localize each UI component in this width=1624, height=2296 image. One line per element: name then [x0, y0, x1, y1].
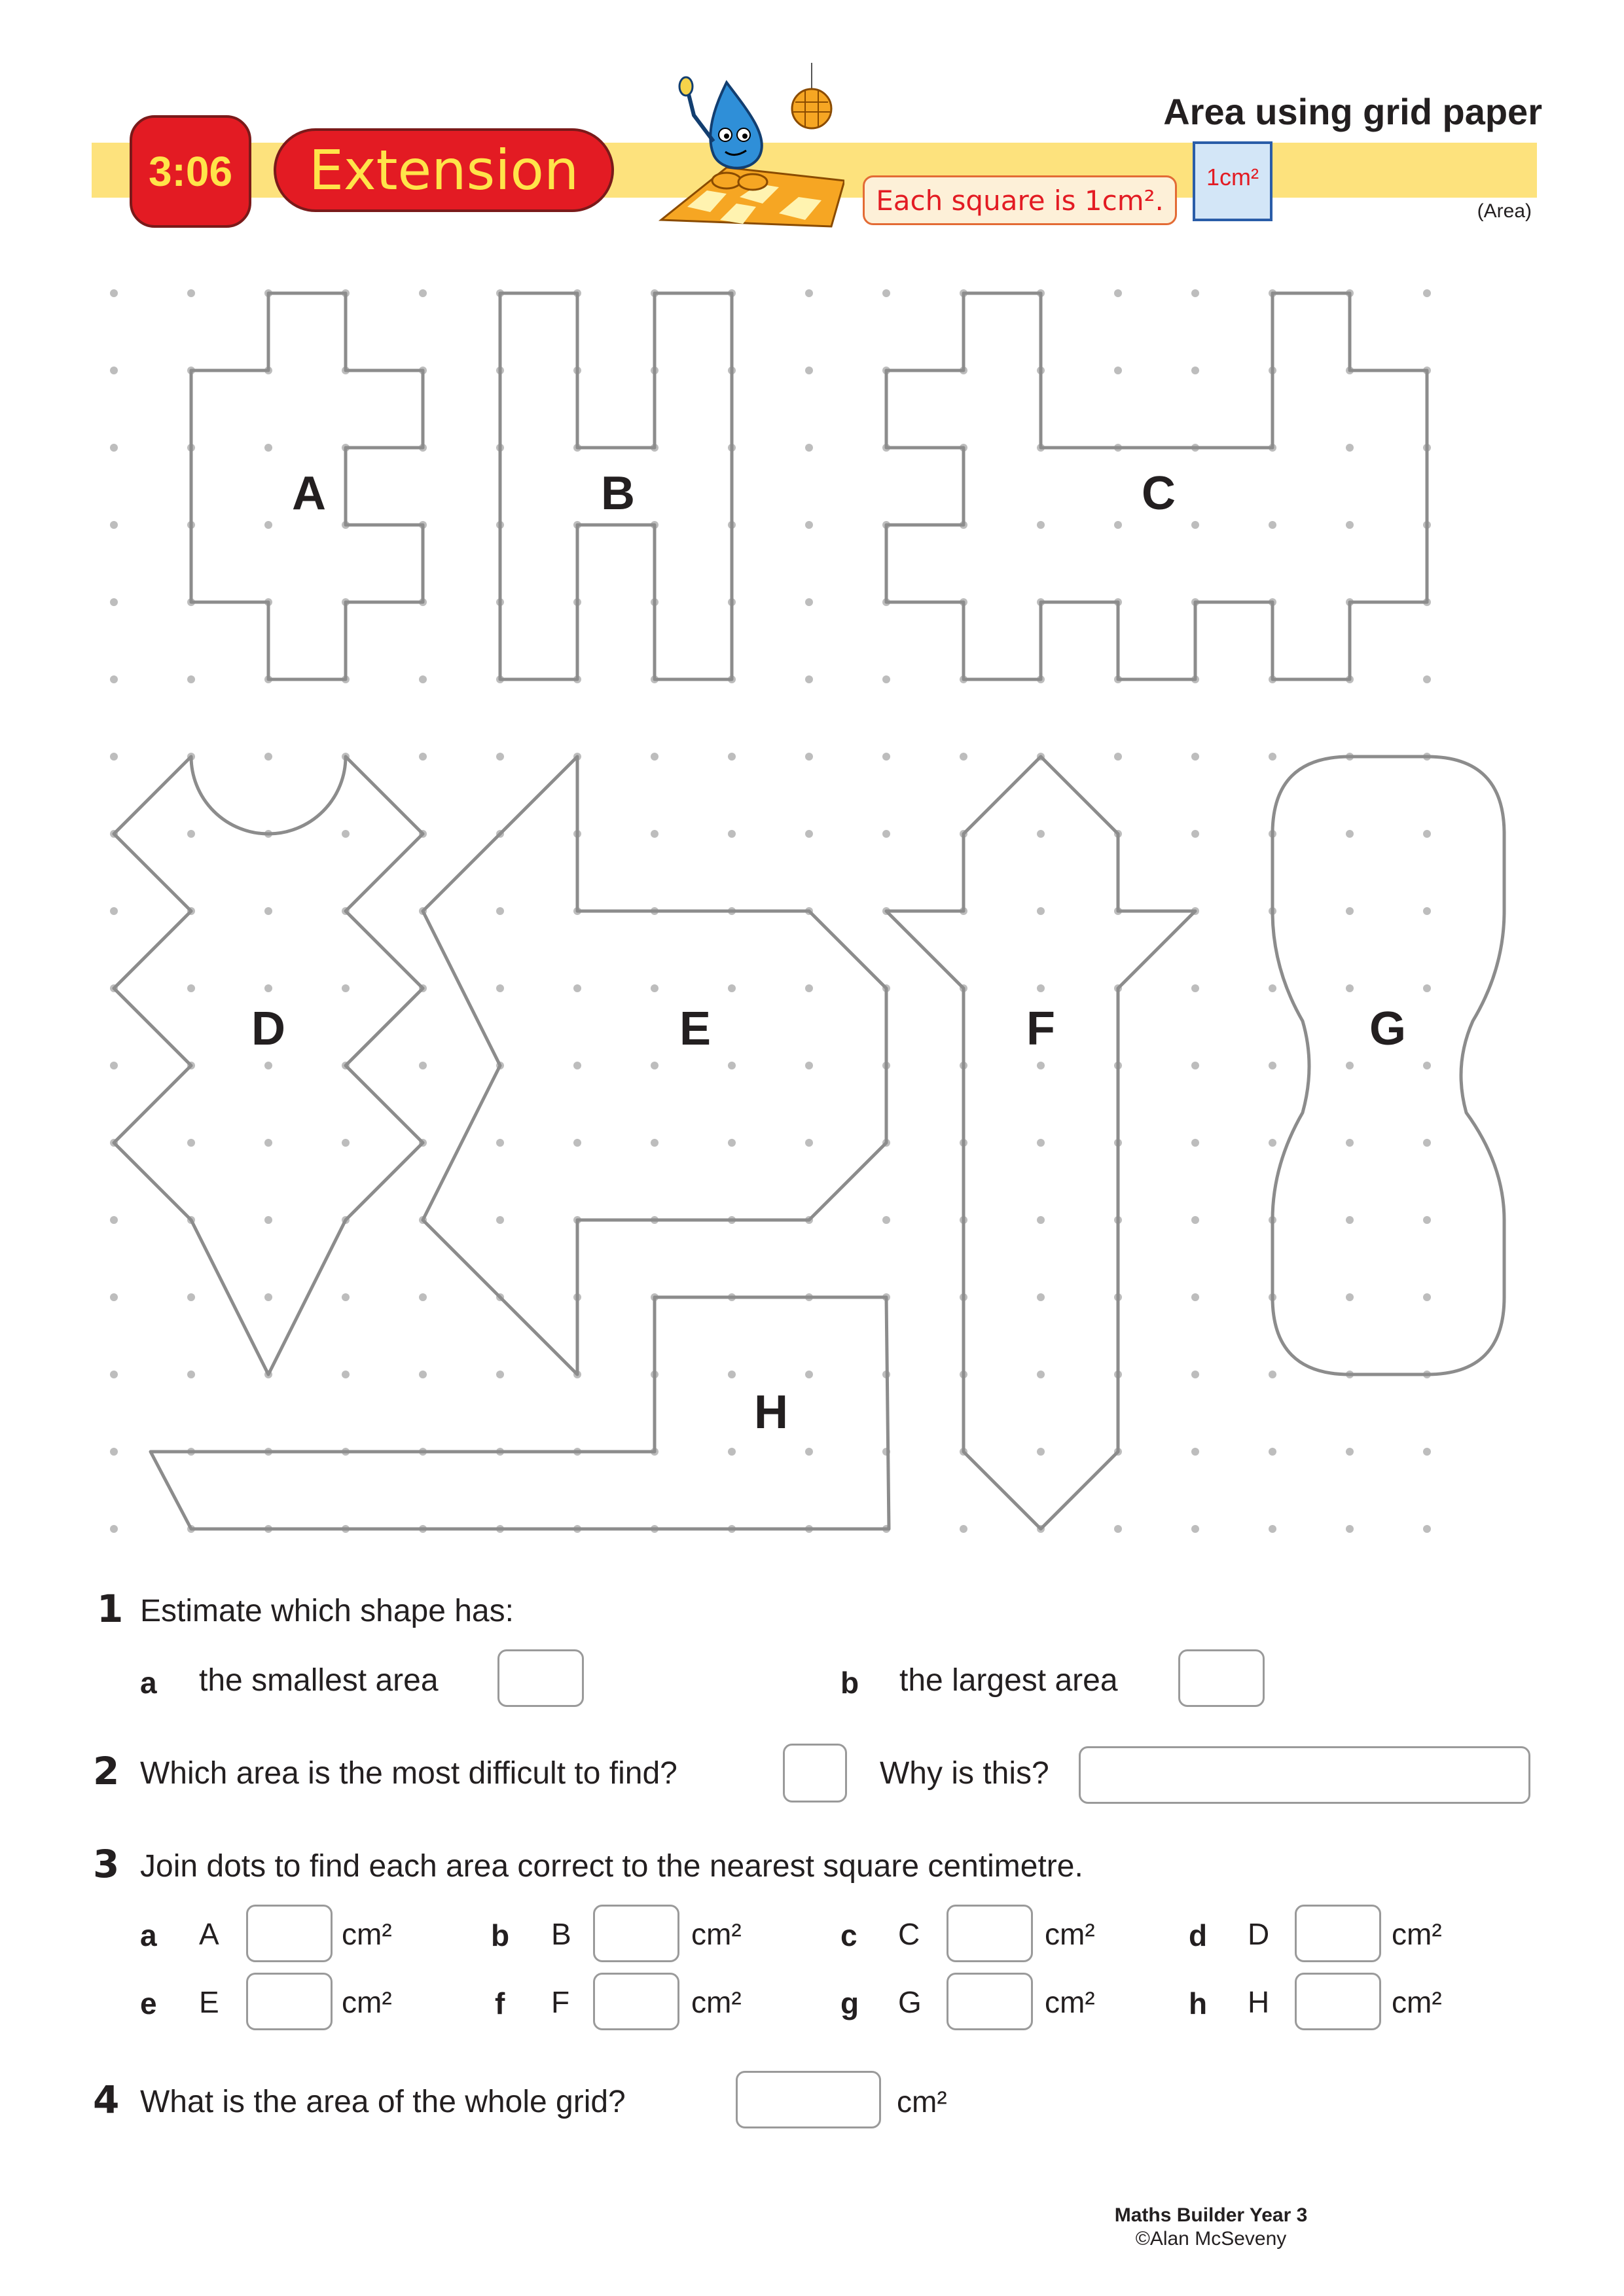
question-2-text: Which area is the most difficult to find?	[140, 1756, 677, 1791]
grid-dot	[728, 753, 736, 761]
question-1-text: Estimate which shape has:	[140, 1594, 514, 1628]
q2-answer-box[interactable]	[783, 1744, 847, 1803]
grid-dot	[1346, 1216, 1354, 1224]
shape-label-d: D	[251, 1003, 285, 1055]
grid-dot	[1191, 984, 1199, 992]
q3b-answer-box[interactable]	[593, 1905, 679, 1962]
page-title: Area using grid paper	[1163, 91, 1542, 132]
grid-dot	[1191, 753, 1199, 761]
grid-dot	[1191, 1448, 1199, 1456]
grid-dot	[1423, 1525, 1431, 1533]
grid-dot	[651, 1139, 659, 1147]
grid-dot	[1037, 984, 1045, 992]
grid-dot	[651, 753, 659, 761]
grid-dot	[960, 1525, 967, 1533]
grid-dot	[1191, 1062, 1199, 1069]
grid-dot	[651, 1062, 659, 1069]
shape-label-h: H	[754, 1386, 788, 1439]
q3f-shape: F	[551, 1985, 570, 2019]
grid-dot	[187, 1139, 195, 1147]
grid-dot	[1269, 984, 1276, 992]
grid-dot	[1423, 675, 1431, 683]
grid-dot	[342, 1371, 350, 1378]
grid-dot	[1269, 1062, 1276, 1069]
grid-dot	[1037, 1371, 1045, 1378]
grid-dot	[805, 367, 813, 374]
grid-dot	[110, 907, 118, 915]
q1b-answer-box[interactable]	[1178, 1649, 1265, 1707]
q3b-shape: B	[551, 1917, 571, 1951]
grid-dot	[1269, 1371, 1276, 1378]
grid-dot	[728, 1139, 736, 1147]
q3c-shape: C	[898, 1917, 920, 1951]
q3a-label: a	[140, 1918, 157, 1952]
grid-dot	[110, 675, 118, 683]
grid-dot	[1114, 753, 1122, 761]
grid-dot	[342, 1293, 350, 1301]
grid-dot	[187, 830, 195, 838]
grid-dot	[805, 289, 813, 297]
grid-dot	[110, 1216, 118, 1224]
q3a-answer-box[interactable]	[246, 1905, 333, 1962]
footer-copyright: ©Alan McSeveny	[1135, 2228, 1287, 2250]
unit-square-sample: 1cm²	[1193, 141, 1272, 221]
shape-label-f: F	[1026, 1003, 1055, 1055]
grid-dot	[1037, 907, 1045, 915]
grid-dot	[805, 675, 813, 683]
q3g-unit: cm²	[1045, 1985, 1095, 2019]
shape-label-a: A	[292, 467, 326, 520]
grid-dot	[419, 1371, 427, 1378]
grid-dot	[805, 753, 813, 761]
grid-dot	[342, 984, 350, 992]
q3h-answer-box[interactable]	[1295, 1973, 1381, 2030]
grid-dot	[419, 289, 427, 297]
grid-dot	[651, 984, 659, 992]
grid-dot	[805, 1371, 813, 1378]
q3c-label: c	[840, 1918, 857, 1952]
grid-dot	[1423, 1293, 1431, 1301]
grid-dot	[805, 984, 813, 992]
grid-dot	[1269, 521, 1276, 529]
q3h-label: h	[1189, 1986, 1208, 2020]
grid-dot	[882, 675, 890, 683]
q2-why-label: Why is this?	[880, 1756, 1049, 1791]
q1a-text: the smallest area	[199, 1663, 439, 1698]
q3d-label: d	[1189, 1918, 1208, 1952]
grid-dot	[1346, 830, 1354, 838]
grid-dot	[1191, 1371, 1199, 1378]
q2-why-answer-box[interactable]	[1079, 1746, 1530, 1804]
grid-dot	[805, 1062, 813, 1069]
grid-dot	[1346, 1293, 1354, 1301]
q1b-text: the largest area	[899, 1663, 1118, 1698]
shape-label-g: G	[1369, 1003, 1407, 1055]
grid-dot	[1423, 1139, 1431, 1147]
shape-label-e: E	[679, 1003, 712, 1055]
grid-dot	[496, 907, 504, 915]
question-3-text: Join dots to find each area correct to the nearest square centimetre.	[140, 1849, 1083, 1884]
q3e-unit: cm²	[342, 1985, 392, 2019]
q3c-answer-box[interactable]	[947, 1905, 1033, 1962]
grid-dot	[882, 830, 890, 838]
grid-dot	[573, 1139, 581, 1147]
grid-dot	[1423, 1216, 1431, 1224]
grid-dot	[110, 753, 118, 761]
grid-dot	[1114, 289, 1122, 297]
grid-dot	[110, 1525, 118, 1533]
grid-dot	[496, 753, 504, 761]
grid-dot	[651, 830, 659, 838]
question-4-text: What is the area of the whole grid?	[140, 2085, 626, 2119]
grid-dot	[728, 1448, 736, 1456]
grid-dot	[1346, 444, 1354, 452]
grid-dot	[1037, 1448, 1045, 1456]
grid-dot	[264, 907, 272, 915]
grid-dot	[264, 753, 272, 761]
grid-dot	[1269, 1448, 1276, 1456]
q3d-unit: cm²	[1392, 1917, 1442, 1951]
q1a-answer-box[interactable]	[497, 1649, 584, 1707]
grid-dot	[1346, 521, 1354, 529]
grid-dot	[419, 1062, 427, 1069]
grid-dot	[1423, 289, 1431, 297]
q3d-shape: D	[1248, 1917, 1270, 1951]
grid-dot	[264, 1062, 272, 1069]
grid-dot	[805, 1448, 813, 1456]
grid-dot	[1269, 1525, 1276, 1533]
grid-dot	[342, 1139, 350, 1147]
grid-dot	[110, 1371, 118, 1378]
q3f-unit: cm²	[691, 1985, 742, 2019]
grid-dot	[342, 830, 350, 838]
footer-book-title: Maths Builder Year 3	[1114, 2204, 1308, 2226]
grid-dot	[805, 444, 813, 452]
page-code-badge: 3:06	[130, 115, 251, 228]
grid-dot	[1191, 1216, 1199, 1224]
grid-dot	[1346, 1525, 1354, 1533]
grid-dot	[496, 984, 504, 992]
grid-dot	[187, 1293, 195, 1301]
grid-dot	[882, 753, 890, 761]
grid-dot	[110, 1062, 118, 1069]
question-3-number: 3	[93, 1842, 120, 1886]
grid-dot	[110, 598, 118, 606]
grid-dot	[1423, 984, 1431, 992]
q3f-label: f	[495, 1986, 505, 2020]
q3a-unit: cm²	[342, 1917, 392, 1951]
grid-dot	[264, 1293, 272, 1301]
grid-dot	[496, 1371, 504, 1378]
grid-dot	[728, 984, 736, 992]
shape-g	[1272, 757, 1504, 1374]
grid-dot	[1191, 367, 1199, 374]
shape-label-c: C	[1142, 467, 1176, 520]
q3e-shape: E	[199, 1985, 219, 2019]
shape-label-b: B	[601, 467, 635, 520]
q3g-shape: G	[898, 1985, 922, 2019]
grid-dot	[1037, 1293, 1045, 1301]
q1b-label: b	[840, 1666, 859, 1700]
grid-dot	[882, 1216, 890, 1224]
grid-dot	[573, 1062, 581, 1069]
q3h-unit: cm²	[1392, 1985, 1442, 2019]
grid-dot	[1423, 830, 1431, 838]
grid-dot	[728, 1062, 736, 1069]
level-badge: Extension	[274, 128, 614, 212]
grid-dot	[1191, 1139, 1199, 1147]
grid-dot	[1114, 367, 1122, 374]
grid-dot	[1346, 1139, 1354, 1147]
grid-dot	[264, 1139, 272, 1147]
q3e-answer-box[interactable]	[246, 1973, 333, 2030]
grid-dot	[1191, 521, 1199, 529]
grid-dot	[1423, 1062, 1431, 1069]
grid-dot	[573, 984, 581, 992]
q3c-unit: cm²	[1045, 1917, 1095, 1951]
grid-dot	[264, 521, 272, 529]
grid-dot	[110, 367, 118, 374]
grid-dot	[728, 830, 736, 838]
q3g-answer-box[interactable]	[947, 1973, 1033, 2030]
grid-dot	[110, 1448, 118, 1456]
grid-dot	[1346, 984, 1354, 992]
grid-dot	[264, 1216, 272, 1224]
grid-dot	[264, 444, 272, 452]
q3f-answer-box[interactable]	[593, 1973, 679, 2030]
grid-dot	[110, 1293, 118, 1301]
grid-dot	[187, 1371, 195, 1378]
grid-dot	[1191, 1293, 1199, 1301]
grid-dot	[1114, 521, 1122, 529]
grid-dot	[1037, 1139, 1045, 1147]
q3d-answer-box[interactable]	[1295, 1905, 1381, 1962]
grid-dot	[1037, 1062, 1045, 1069]
grid-dot	[264, 984, 272, 992]
grid-dot	[187, 675, 195, 683]
grid-dot	[1191, 830, 1199, 838]
grid-dot	[1037, 1216, 1045, 1224]
question-2-number: 2	[93, 1749, 120, 1793]
q4-unit: cm²	[897, 2085, 947, 2119]
grid-dot	[805, 1139, 813, 1147]
q1a-label: a	[140, 1666, 157, 1700]
unit-note: Each square is 1cm².	[863, 175, 1177, 225]
topic-label: (Area)	[1477, 200, 1532, 222]
grid-dot	[1346, 1062, 1354, 1069]
grid-dot	[805, 830, 813, 838]
grid-dot	[496, 1216, 504, 1224]
grid-dot	[805, 521, 813, 529]
q3g-label: g	[840, 1986, 859, 2020]
grid-dot	[728, 1371, 736, 1378]
q3h-shape: H	[1248, 1985, 1270, 2019]
grid-dot	[419, 753, 427, 761]
question-4-number: 4	[93, 2077, 120, 2122]
grid-dot	[1269, 753, 1276, 761]
grid-dot	[1114, 1525, 1122, 1533]
grid-dot	[882, 289, 890, 297]
grid-dot	[1346, 907, 1354, 915]
q3b-label: b	[491, 1918, 510, 1952]
grid-dot	[1423, 1448, 1431, 1456]
grid-dot	[110, 444, 118, 452]
grid-dot	[805, 598, 813, 606]
grid-dot	[1346, 1448, 1354, 1456]
q3e-label: e	[140, 1986, 157, 2020]
grid-dot	[419, 675, 427, 683]
grid-dot	[1037, 521, 1045, 529]
grid-dot	[1423, 907, 1431, 915]
q4-answer-box[interactable]	[736, 2071, 881, 2128]
grid-dot	[1191, 1525, 1199, 1533]
question-1-number: 1	[97, 1587, 124, 1631]
grid-dot	[110, 289, 118, 297]
q3b-unit: cm²	[691, 1917, 742, 1951]
grid-dot	[110, 521, 118, 529]
grid-dot	[419, 1293, 427, 1301]
grid-dot	[187, 984, 195, 992]
q3a-shape: A	[199, 1917, 219, 1951]
grid-dot	[1191, 289, 1199, 297]
grid-dot	[1037, 830, 1045, 838]
grid-dot	[1269, 1139, 1276, 1147]
grid-dot	[960, 753, 967, 761]
grid-dot	[496, 1139, 504, 1147]
grid-dot	[187, 289, 195, 297]
